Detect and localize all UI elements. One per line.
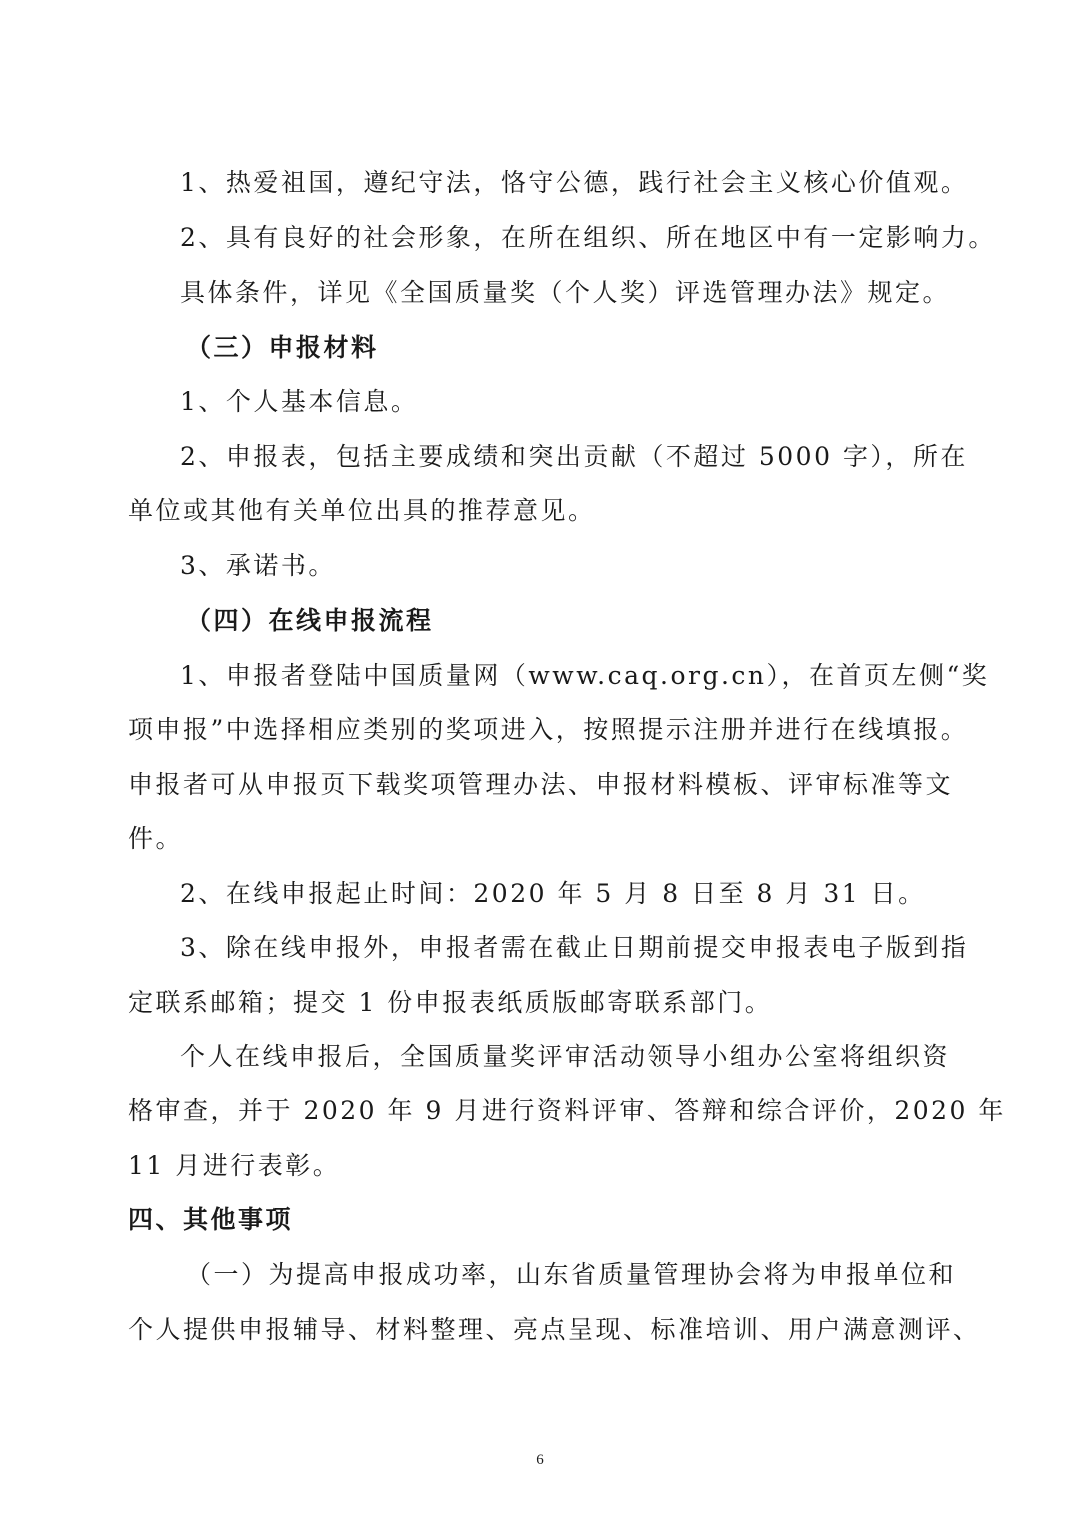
section-heading-materials: （三）申报材料 [186, 333, 379, 362]
process-item-3-line-1: 3、除在线申报外，申报者需在截止日期前提交申报表电子版到指 [180, 933, 969, 962]
review-paragraph-line-3: 11 月进行表彰。 [128, 1151, 341, 1180]
materials-item-2-line-2: 单位或其他有关单位出具的推荐意见。 [128, 496, 596, 525]
materials-item-2-line-1: 2、申报表，包括主要成绩和突出贡献（不超过 5000 字），所在 [180, 442, 968, 471]
other-matters-item-1-line-1: （一）为提高申报成功率，山东省质量管理协会将为申报单位和 [186, 1260, 957, 1289]
criteria-note: 具体条件，详见《全国质量奖（个人奖）评选管理办法》规定。 [180, 278, 951, 307]
review-paragraph-line-1: 个人在线申报后，全国质量奖评审活动领导小组办公室将组织资 [180, 1042, 951, 1071]
process-item-1-line-4: 件。 [128, 824, 184, 853]
materials-item-1: 1、个人基本信息。 [180, 387, 419, 416]
process-item-3-line-2: 定联系邮箱；提交 1 份申报表纸质版邮寄联系部门。 [128, 988, 773, 1017]
criteria-item-1: 1、热爱祖国，遵纪守法，恪守公德，践行社会主义核心价值观。 [180, 168, 969, 197]
other-matters-item-1-line-2: 个人提供申报辅导、材料整理、亮点呈现、标准培训、用户满意测评、 [128, 1315, 981, 1344]
process-item-1-line-2: 项申报”中选择相应类别的奖项进入，按照提示注册并进行在线填报。 [128, 715, 969, 744]
process-item-1-line-1: 1、申报者登陆中国质量网（www.caq.org.cn），在首页左侧“奖 [180, 661, 990, 690]
materials-item-3: 3、承诺书。 [180, 551, 336, 580]
page-number: 6 [536, 1452, 544, 1468]
section-heading-other-matters: 四、其他事项 [128, 1205, 294, 1234]
section-heading-online-process: （四）在线申报流程 [186, 606, 434, 635]
review-paragraph-line-2: 格审查，并于 2020 年 9 月进行资料评审、答辩和综合评价，2020 年 [128, 1096, 1006, 1125]
process-item-2: 2、在线申报起止时间：2020 年 5 月 8 日至 8 月 31 日。 [180, 879, 926, 908]
criteria-item-2: 2、具有良好的社会形象，在所在组织、所在地区中有一定影响力。 [180, 223, 996, 252]
process-item-1-line-3: 申报者可从申报页下载奖项管理办法、申报材料模板、评审标准等文 [128, 770, 954, 799]
